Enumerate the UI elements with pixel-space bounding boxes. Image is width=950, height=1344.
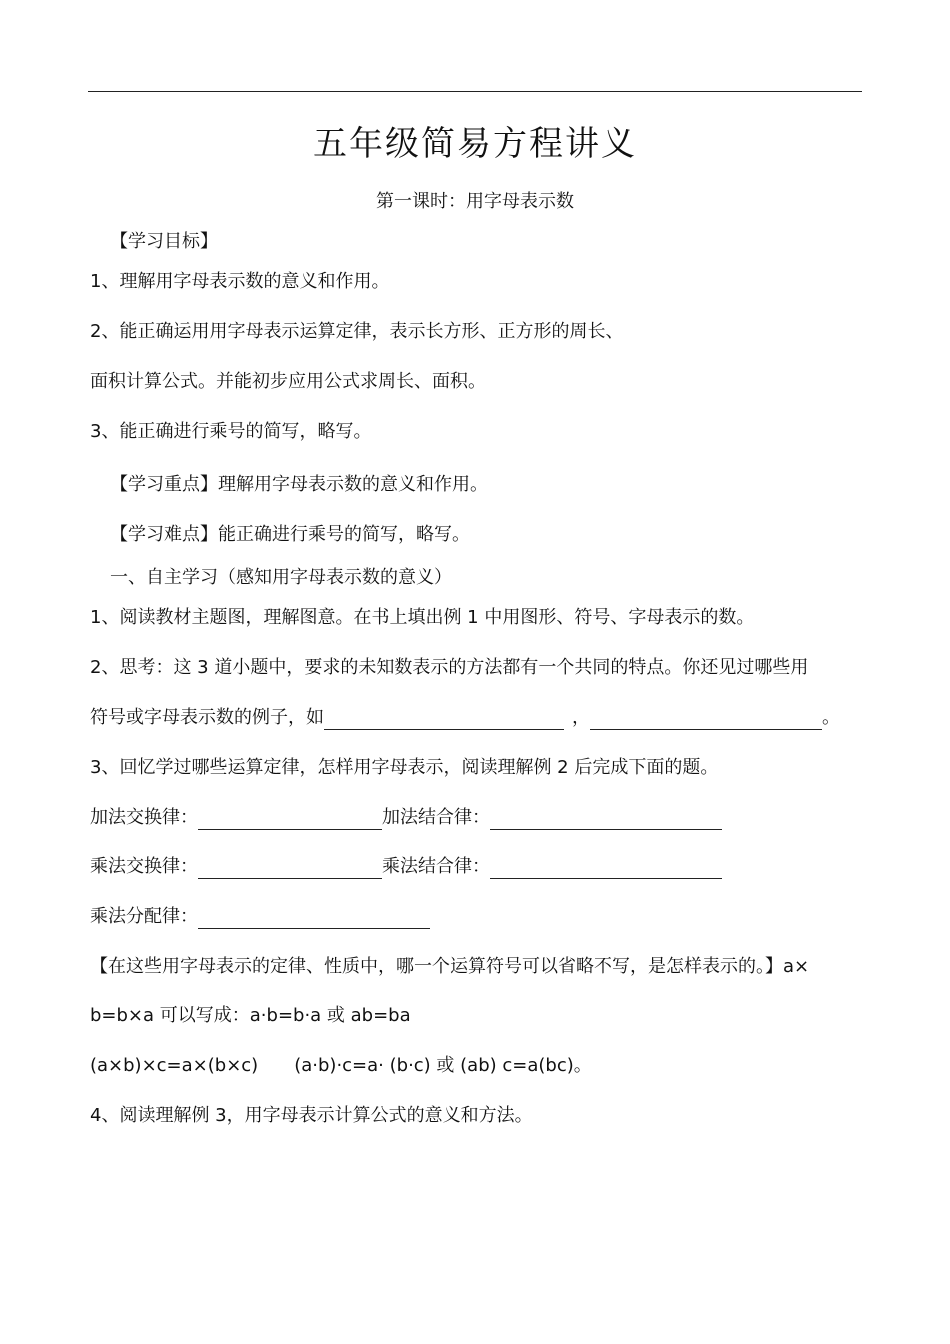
question-2-line-2 bbox=[90, 706, 840, 730]
mul-commutative-label: 乘法交换律： bbox=[90, 856, 198, 877]
add-associative-label: 加法结合律： bbox=[382, 807, 490, 828]
add-commutative-blank[interactable] bbox=[198, 809, 382, 830]
objective-3: 3、能正确进行乘号的简写，略写。 bbox=[90, 421, 372, 442]
objectives-heading: 【学习目标】 bbox=[110, 231, 218, 252]
objective-2-continued: 面积计算公式。并能初步应用公式求周长、面积。 bbox=[90, 371, 486, 392]
question-4: 4、阅读理解例 3，用字母表示计算公式的意义和方法。 bbox=[90, 1105, 533, 1126]
key-point bbox=[110, 473, 488, 497]
example-blank-1[interactable] bbox=[324, 709, 564, 730]
difficulty-text: 能正确进行乘号的简写，略写。 bbox=[218, 524, 470, 545]
page-subtitle: 第一课时：用字母表示数 bbox=[376, 191, 574, 212]
add-associative-blank[interactable] bbox=[490, 809, 722, 830]
law-row-distributive bbox=[90, 905, 430, 929]
question-2-comma: ， bbox=[572, 707, 590, 728]
question-2-end: 。 bbox=[822, 707, 840, 728]
key-point-label: 【学习重点】 bbox=[110, 474, 218, 495]
mul-associative-label: 乘法结合律： bbox=[382, 856, 490, 877]
mul-commutative-blank[interactable] bbox=[198, 858, 382, 879]
question-3: 3、回忆学过哪些运算定律，怎样用字母表示，阅读理解例 2 后完成下面的题。 bbox=[90, 757, 719, 778]
question-1: 1、阅读教材主题图，理解图意。在书上填出例 1 中用图形、符号、字母表示的数。 bbox=[90, 607, 755, 628]
page-title: 五年级简易方程讲义 bbox=[313, 124, 637, 164]
difficulty-label: 【学习难点】 bbox=[110, 524, 218, 545]
mul-associative-blank[interactable] bbox=[490, 858, 722, 879]
mul-distributive-label: 乘法分配律： bbox=[90, 906, 198, 927]
formula-associative-cross: (a×b)×c=a×(b×c) bbox=[90, 1055, 259, 1076]
formula-row bbox=[90, 1054, 592, 1078]
objective-1: 1、理解用字母表示数的意义和作用。 bbox=[90, 271, 390, 292]
mul-distributive-blank[interactable] bbox=[198, 908, 430, 929]
law-row-addition bbox=[90, 806, 722, 830]
header-rule bbox=[88, 91, 862, 92]
question-2-line-1: 2、思考：这 3 道小题中，要求的未知数表示的方法都有一个共同的特点。你还见过哪些用 bbox=[90, 657, 809, 678]
key-point-text: 理解用字母表示数的意义和作用。 bbox=[218, 474, 488, 495]
difficulty-point bbox=[110, 523, 470, 547]
question-2-prefix: 符号或字母表示数的例子，如 bbox=[90, 707, 324, 728]
example-blank-2[interactable] bbox=[590, 709, 822, 730]
objective-2: 2、能正确运用用字母表示运算定律，表示长方形、正方形的周长、 bbox=[90, 321, 624, 342]
note-line-2: b=b×a 可以写成：a·b=b·a 或 ab=ba bbox=[90, 1005, 411, 1026]
note-line-1: 【在这些用字母表示的定律、性质中，哪一个运算符号可以省略不写，是怎样表示的。】a× bbox=[90, 956, 810, 977]
formula-associative-dot: (a·b)·c=a· (b·c) 或 (ab) c=a(bc)。 bbox=[294, 1055, 592, 1076]
section1-heading: 一、自主学习（感知用字母表示数的意义） bbox=[110, 567, 452, 588]
law-row-multiplication bbox=[90, 855, 722, 879]
add-commutative-label: 加法交换律： bbox=[90, 807, 198, 828]
